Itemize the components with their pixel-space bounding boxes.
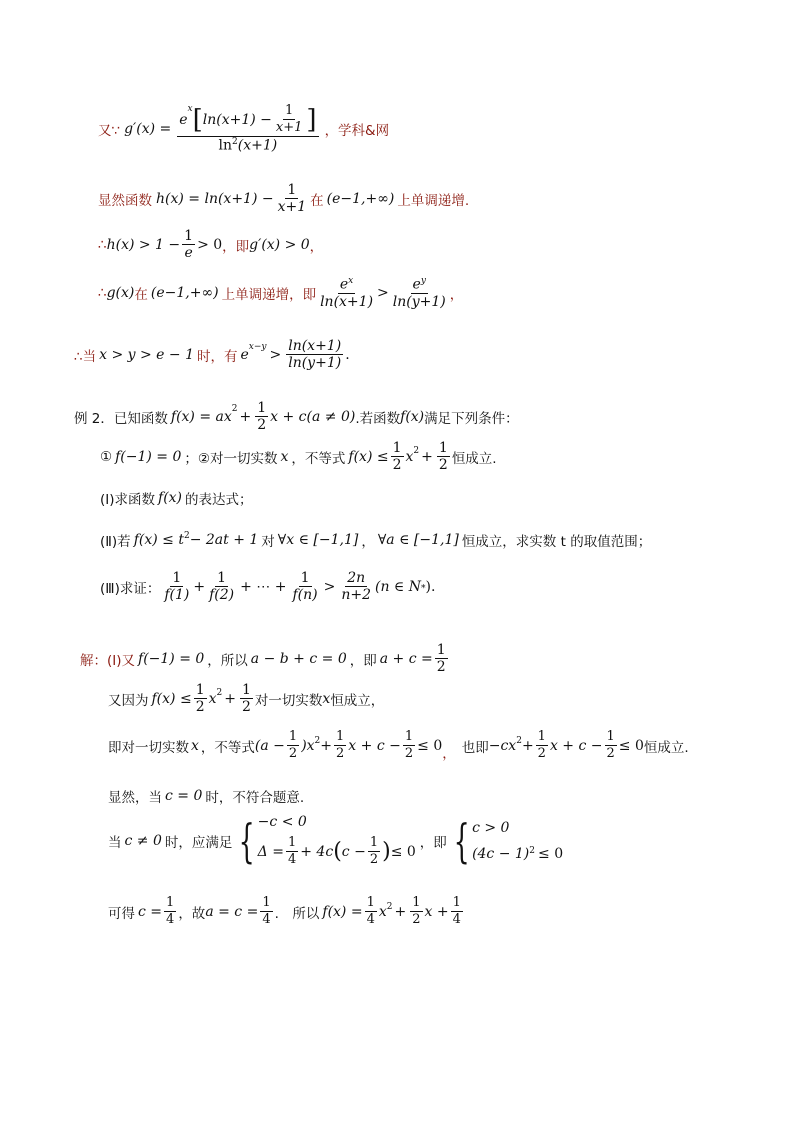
fraction [403, 730, 415, 762]
math: c − [341, 843, 366, 860]
math: f(n) [292, 587, 318, 604]
math: g(x) [106, 285, 135, 302]
fraction [286, 338, 343, 372]
fraction [290, 570, 319, 604]
brace: { [453, 813, 470, 868]
fraction [410, 896, 422, 928]
math: 4 [166, 911, 175, 927]
math: > [323, 578, 336, 595]
text: 时，应满足 [164, 834, 233, 851]
math: 1 [166, 895, 175, 910]
math: 2 [392, 457, 402, 474]
math: 2 [436, 659, 446, 676]
math: f(−1) = 0 [115, 448, 182, 465]
math: 2 [369, 851, 379, 867]
solution-line-2 [108, 682, 384, 716]
fraction [182, 228, 195, 262]
math: + [394, 903, 407, 920]
math: e [412, 276, 421, 293]
math: 1 [287, 835, 297, 850]
solution-line-6 [108, 896, 465, 928]
math: ln(x+1) − [202, 111, 272, 128]
math: x [191, 737, 199, 754]
math: + [193, 578, 206, 595]
math: x [280, 448, 289, 465]
math: 1 [285, 103, 294, 118]
text: ， [449, 287, 464, 304]
math: h(x) = ln(x+1) − [156, 190, 274, 207]
math: 1 [438, 440, 448, 456]
math: 1 [184, 228, 194, 244]
text: ∴ [98, 236, 107, 253]
math: c = [138, 903, 163, 920]
math: (e−1,+∞) [326, 190, 395, 207]
math: (n ∈ N [375, 578, 421, 595]
math: 2 [412, 911, 421, 927]
bracket-left: [ [192, 104, 203, 135]
math: + 4c [300, 843, 334, 860]
math: + [239, 408, 252, 425]
math: + [421, 448, 433, 465]
text: 的表达式； [185, 492, 253, 508]
math: f(−1) = 0 [138, 650, 205, 667]
math: 1 [262, 895, 271, 910]
text: 对一切实数 [254, 692, 323, 709]
math: −cx [488, 737, 517, 754]
math: ≤ 0 [538, 845, 564, 862]
math: c = 0 [165, 788, 203, 804]
math: 2 [413, 446, 420, 456]
question-1 [100, 488, 253, 508]
text: ， [442, 745, 456, 762]
text: ，不等式 [200, 739, 255, 756]
math: (x+1) [237, 137, 278, 154]
math: ln [218, 137, 233, 154]
line-gprime [98, 104, 389, 154]
math: x−y [248, 342, 267, 352]
math: 4 [262, 911, 271, 927]
fraction [255, 400, 268, 434]
math: x [378, 903, 387, 920]
math: x [348, 276, 354, 286]
line-g-increasing [98, 276, 463, 311]
solution-line-5 [108, 814, 563, 868]
text: 例 2．已知函数 [74, 410, 168, 427]
math: f(x) [158, 490, 183, 506]
text: 时，不符合题意. [205, 790, 305, 806]
math: e [184, 245, 193, 262]
text: ，即 [349, 652, 377, 669]
math: x [322, 690, 331, 707]
math: 2 [183, 531, 190, 541]
math: 1 [287, 182, 297, 198]
fraction [391, 440, 404, 474]
text: 也即 [461, 739, 489, 756]
fraction [391, 276, 448, 311]
math: 1 [241, 682, 251, 698]
fraction [536, 730, 548, 762]
math: −c < 0 [257, 814, 307, 830]
fraction [605, 730, 617, 762]
math: 2 [314, 736, 321, 746]
math: g′(x) > 0 [249, 236, 310, 253]
math: 1 [300, 570, 310, 586]
math: 1 [404, 729, 414, 744]
math: )x [301, 737, 315, 754]
math: 4 [452, 911, 461, 927]
math: c > 0 [472, 819, 510, 836]
text: 恒成立. [451, 450, 497, 467]
text: 在 [134, 287, 148, 304]
fraction [162, 570, 191, 604]
text: 显然，当 [108, 790, 162, 806]
math: + [224, 690, 236, 707]
fraction [164, 896, 176, 928]
math: x + c(a ≠ 0) [270, 408, 356, 425]
math: x+1 [277, 199, 307, 216]
math: 1 [288, 729, 298, 744]
math: 1 [452, 895, 461, 910]
math: f(x) = [322, 903, 363, 920]
text: ， [309, 238, 324, 255]
math: h(x) > 1 − [106, 236, 181, 253]
math: . [345, 346, 350, 363]
math: ∀a ∈ [−1,1] [377, 532, 459, 548]
math: x [187, 104, 193, 114]
math: . [430, 578, 436, 595]
math: x [405, 448, 414, 465]
math: + ⋯ + [240, 578, 287, 595]
math: g′(x) = [124, 120, 172, 137]
math: f(x) ≤ [151, 690, 192, 707]
brace: { [238, 813, 256, 868]
text: (Ⅲ)求证： [100, 580, 161, 597]
math: 2 [336, 745, 345, 761]
math: 2 [516, 736, 522, 746]
math: ≤ 0 [417, 737, 443, 754]
text: 当 [108, 834, 122, 851]
text: 上单调递增，即 [221, 287, 317, 304]
math: 2 [257, 417, 267, 434]
fraction [334, 730, 346, 762]
math: n+2 [341, 587, 371, 604]
math: ∀x ∈ [−1,1] [277, 532, 359, 548]
fraction [276, 182, 309, 216]
math: x + [424, 903, 449, 920]
paren: ) [382, 838, 391, 864]
paren: ( [333, 838, 342, 864]
math: (4c − 1) [472, 845, 530, 862]
math: a = c = [205, 903, 259, 920]
text: 恒成立， [330, 692, 385, 709]
math: f(1) [164, 587, 190, 604]
example-2-statement [74, 400, 519, 434]
math: c ≠ 0 [124, 832, 162, 849]
math: 1 [412, 895, 421, 910]
fraction [365, 896, 377, 928]
math: 1 [369, 835, 379, 850]
math: 2 [195, 699, 205, 716]
math: y [420, 276, 426, 286]
math: f(x) [400, 408, 425, 425]
math: 1 [257, 400, 267, 416]
math: e [240, 346, 249, 363]
system-of-inequalities-1 [232, 814, 415, 868]
math: > [377, 285, 389, 302]
text: 显然函数 [98, 192, 152, 209]
fraction [274, 104, 305, 136]
math: (e−1,+∞) [150, 285, 219, 302]
line-h-increasing [98, 182, 469, 216]
math: ln(y+1) [392, 293, 446, 310]
text: (Ⅱ)若 [100, 534, 131, 550]
math: 1 [195, 682, 205, 698]
text: ∴ [98, 285, 107, 302]
math: 2 [216, 688, 223, 698]
math: f(x) ≤ [348, 448, 389, 465]
math: e [179, 111, 188, 128]
math: 2 [288, 745, 298, 761]
math: 1 [606, 729, 615, 744]
text: 恒成立，求实数 t 的取值范围； [461, 534, 652, 550]
text: 可得 [108, 905, 135, 922]
math: 1 [366, 895, 375, 910]
math: a + c = [379, 650, 433, 667]
text: .若函数 [355, 410, 401, 427]
fraction-gprime [177, 104, 318, 154]
text: ，即 [419, 834, 447, 851]
math: 2 [386, 902, 393, 912]
fraction [339, 570, 373, 604]
math: 1 [217, 570, 227, 586]
math: 2 [438, 457, 448, 474]
math: x+1 [275, 119, 303, 135]
text: 又∵ [98, 122, 121, 139]
math: 4 [366, 911, 375, 927]
math: 1 [392, 440, 402, 456]
math: 2 [231, 404, 238, 414]
math: a − b + c = 0 [250, 650, 347, 667]
math: ln(x+1) [320, 293, 374, 310]
text: 满足下列条件： [424, 410, 519, 427]
fraction [207, 570, 236, 604]
math: 1 [336, 729, 345, 744]
text: 时，有 [196, 348, 238, 365]
text: 在 [310, 192, 324, 209]
line-conclusion [74, 338, 350, 372]
question-3 [100, 570, 435, 604]
text: ，学科&网 [324, 122, 390, 139]
bracket-right: ] [306, 104, 317, 135]
math: 2n [347, 570, 366, 586]
math: ln(x+1) [288, 338, 342, 354]
math: ) [425, 578, 431, 595]
solution-line-4 [108, 786, 304, 806]
math: x [208, 690, 217, 707]
math: ≤ 0 [390, 843, 416, 860]
fraction [437, 440, 450, 474]
math: x + c − [348, 737, 401, 754]
text: 对 [261, 534, 275, 550]
math: 2 [529, 845, 536, 856]
math: 1 [172, 570, 182, 586]
text: 即对一切实数 [108, 739, 189, 756]
text: ，所以 [207, 652, 248, 669]
line-h-positive [98, 228, 323, 262]
question-2 [100, 530, 651, 550]
text: ， [361, 534, 375, 550]
math: Δ = [257, 843, 284, 860]
text: 恒成立. [643, 739, 689, 756]
math: + [521, 737, 534, 754]
fraction [368, 836, 380, 868]
text: 解：(Ⅰ)又 [80, 652, 136, 669]
math: * [421, 584, 426, 594]
math: 2 [537, 745, 546, 761]
text: ，不等式 [291, 450, 346, 467]
text: . 所以 [274, 905, 320, 922]
math: ≤ 0 [618, 737, 644, 754]
text: ∴当 [74, 348, 97, 365]
fraction [260, 896, 272, 928]
math: ln(y+1) [288, 355, 342, 372]
fraction [318, 276, 375, 311]
math: x + c − [549, 737, 603, 754]
math: 2 [232, 136, 238, 147]
text: ，即 [222, 238, 250, 255]
math: x > y > e − 1 [99, 346, 194, 363]
math: 2 [404, 745, 414, 761]
example-conditions [100, 440, 497, 474]
math: (a − [254, 737, 285, 754]
math: + [320, 737, 333, 754]
math: > [269, 346, 282, 363]
solution-line-1 [80, 642, 450, 676]
text: ，故 [178, 905, 206, 922]
math: − 2at + 1 [189, 532, 259, 548]
fraction [287, 730, 299, 762]
text: ；②对一切实数 [184, 450, 278, 467]
math: f(x) = ax [170, 408, 232, 425]
system-of-inequalities-2 [447, 813, 564, 868]
math: 4 [287, 851, 297, 867]
math: 2 [241, 699, 251, 716]
text: (Ⅰ)求函数 [100, 492, 156, 508]
math: 1 [436, 642, 446, 658]
fraction [435, 642, 448, 676]
math: 1 [537, 729, 546, 744]
math: f(2) [209, 587, 235, 604]
fraction [240, 682, 253, 716]
text: 又因为 [108, 692, 149, 709]
math: > 0 [197, 236, 223, 253]
math: 2 [606, 745, 615, 761]
text: 上单调递增. [397, 192, 470, 209]
math: e [339, 276, 349, 293]
math: f(x) ≤ t [133, 532, 184, 548]
solution-line-3 [108, 730, 689, 762]
text: ① [100, 448, 113, 465]
fraction [451, 896, 463, 928]
fraction [194, 682, 207, 716]
fraction [286, 836, 298, 868]
